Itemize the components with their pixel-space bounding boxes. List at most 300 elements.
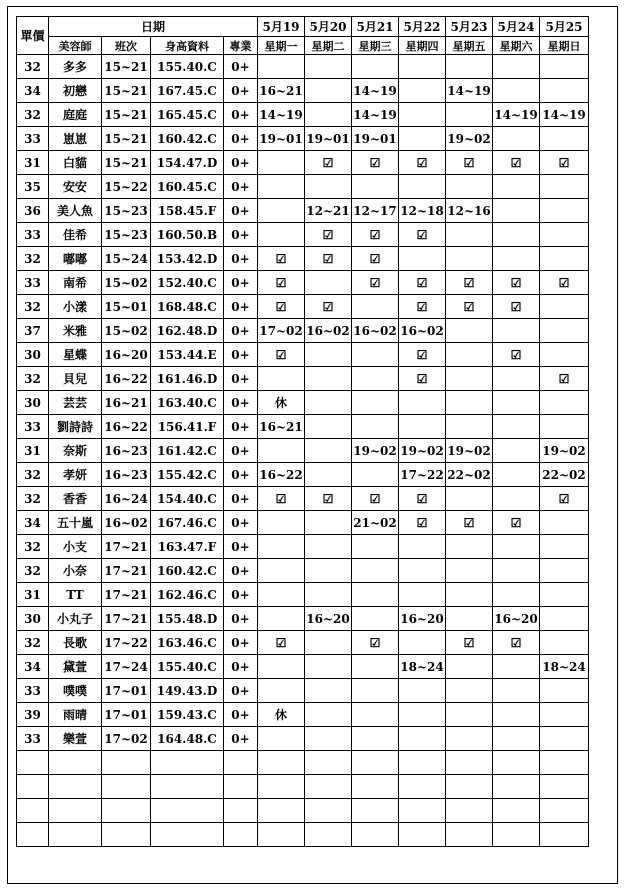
schedule-cell: ☑ — [258, 271, 305, 295]
schedule-cell — [352, 727, 399, 751]
price-cell: 31 — [17, 439, 49, 463]
shift-cell: 15~21 — [102, 79, 151, 103]
schedule-cell: 16~21 — [258, 79, 305, 103]
shift-cell: 15~02 — [102, 319, 151, 343]
schedule-cell — [305, 439, 352, 463]
schedule-cell: ☑ — [399, 343, 446, 367]
height-data-cell: 160.45.C — [151, 175, 224, 199]
schedule-cell — [493, 415, 540, 439]
empty-cell — [17, 823, 49, 847]
schedule-cell: 19~02 — [352, 439, 399, 463]
schedule-cell: ☑ — [540, 271, 589, 295]
height-data-cell: 163.46.C — [151, 631, 224, 655]
schedule-cell — [540, 127, 589, 151]
schedule-cell — [493, 127, 540, 151]
price-cell: 32 — [17, 103, 49, 127]
professional-cell: 0+ — [224, 583, 258, 607]
schedule-cell — [540, 631, 589, 655]
empty-cell — [352, 823, 399, 847]
date-header-cell: 5月23 — [446, 17, 493, 37]
table-row — [17, 271, 589, 295]
schedule-cell — [493, 463, 540, 487]
schedule-cell: ☑ — [399, 487, 446, 511]
schedule-cell — [540, 583, 589, 607]
schedule-cell — [258, 535, 305, 559]
height-data-cell: 153.44.E — [151, 343, 224, 367]
schedule-cell — [258, 511, 305, 535]
price-cell: 32 — [17, 463, 49, 487]
table-row — [17, 583, 589, 607]
schedule-cell: 16~20 — [493, 607, 540, 631]
weekday-header-cell: 星期四 — [399, 37, 446, 55]
stylist-name-cell: 長歌 — [49, 631, 102, 655]
schedule-cell: ☑ — [446, 151, 493, 175]
weekday-header-cell: 星期五 — [446, 37, 493, 55]
shift-cell: 15~24 — [102, 247, 151, 271]
empty-cell — [258, 799, 305, 823]
price-cell: 35 — [17, 175, 49, 199]
schedule-cell: ☑ — [305, 151, 352, 175]
professional-cell: 0+ — [224, 223, 258, 247]
schedule-cell: 17~02 — [258, 319, 305, 343]
date-header-cell: 5月22 — [399, 17, 446, 37]
empty-cell — [305, 799, 352, 823]
height-data-cell: 152.40.C — [151, 271, 224, 295]
stylist-name-cell: 劉詩詩 — [49, 415, 102, 439]
professional-cell: 0+ — [224, 79, 258, 103]
schedule-cell — [305, 511, 352, 535]
table-row — [17, 703, 589, 727]
stylist-name-cell: 南希 — [49, 271, 102, 295]
shift-cell: 17~21 — [102, 559, 151, 583]
empty-cell — [49, 775, 102, 799]
shift-cell: 15~23 — [102, 223, 151, 247]
schedule-cell: 17~22 — [399, 463, 446, 487]
schedule-cell — [258, 559, 305, 583]
schedule-cell — [493, 679, 540, 703]
stylist-name-cell: 安安 — [49, 175, 102, 199]
schedule-cell — [305, 679, 352, 703]
schedule-cell: ☑ — [493, 151, 540, 175]
empty-cell — [102, 751, 151, 775]
schedule-cell — [352, 415, 399, 439]
schedule-cell — [305, 103, 352, 127]
price-cell: 34 — [17, 79, 49, 103]
height-data-cell: 168.48.C — [151, 295, 224, 319]
schedule-cell — [305, 367, 352, 391]
schedule-cell: 16~22 — [258, 463, 305, 487]
table-row — [17, 151, 589, 175]
schedule-cell — [305, 535, 352, 559]
date-header-cell: 5月20 — [305, 17, 352, 37]
schedule-cell: 16~02 — [352, 319, 399, 343]
schedule-cell — [258, 439, 305, 463]
empty-cell — [352, 751, 399, 775]
empty-cell — [540, 775, 589, 799]
schedule-cell — [352, 295, 399, 319]
table-row — [17, 559, 589, 583]
schedule-cell — [493, 439, 540, 463]
schedule-cell: ☑ — [446, 295, 493, 319]
schedule-cell: ☑ — [493, 343, 540, 367]
schedule-cell — [446, 343, 493, 367]
schedule-cell: 19~01 — [352, 127, 399, 151]
professional-cell: 0+ — [224, 175, 258, 199]
schedule-cell — [399, 103, 446, 127]
date-header: 日期 — [49, 17, 258, 37]
shift-cell: 17~21 — [102, 607, 151, 631]
height-data-cell: 149.43.D — [151, 679, 224, 703]
schedule-cell: 21~02 — [352, 511, 399, 535]
schedule-cell: 19~02 — [446, 127, 493, 151]
table-row — [17, 487, 589, 511]
schedule-cell: ☑ — [493, 631, 540, 655]
schedule-cell — [540, 247, 589, 271]
professional-cell: 0+ — [224, 271, 258, 295]
height-data-cell: 160.50.B — [151, 223, 224, 247]
empty-cell — [17, 775, 49, 799]
schedule-cell — [540, 535, 589, 559]
empty-cell — [17, 751, 49, 775]
schedule-cell — [352, 535, 399, 559]
shift-cell: 16~02 — [102, 511, 151, 535]
empty-row — [17, 775, 589, 799]
schedule-cell — [258, 727, 305, 751]
schedule-cell: 14~19 — [540, 103, 589, 127]
schedule-cell — [305, 391, 352, 415]
professional-header: 專業 — [224, 37, 258, 55]
table-row — [17, 391, 589, 415]
stylist-name-cell: 初戀 — [49, 79, 102, 103]
schedule-cell — [446, 247, 493, 271]
schedule-cell — [399, 535, 446, 559]
schedule-cell — [540, 79, 589, 103]
schedule-cell: ☑ — [540, 367, 589, 391]
schedule-cell: ☑ — [399, 295, 446, 319]
schedule-cell: ☑ — [258, 343, 305, 367]
empty-cell — [493, 823, 540, 847]
schedule-cell: 22~02 — [540, 463, 589, 487]
table-row — [17, 103, 589, 127]
schedule-cell: ☑ — [446, 511, 493, 535]
schedule-cell: 22~02 — [446, 463, 493, 487]
schedule-cell: ☑ — [352, 487, 399, 511]
empty-cell — [399, 823, 446, 847]
schedule-cell — [399, 55, 446, 79]
schedule-cell — [493, 583, 540, 607]
schedule-cell: ☑ — [540, 151, 589, 175]
schedule-cell — [305, 655, 352, 679]
empty-cell — [352, 775, 399, 799]
empty-cell — [446, 799, 493, 823]
schedule-cell — [305, 79, 352, 103]
schedule-cell — [446, 583, 493, 607]
table-row — [17, 415, 589, 439]
empty-cell — [493, 799, 540, 823]
schedule-cell: ☑ — [305, 295, 352, 319]
schedule-cell: 16~02 — [399, 319, 446, 343]
schedule-cell: 19~02 — [540, 439, 589, 463]
professional-cell: 0+ — [224, 247, 258, 271]
height-data-cell: 167.46.C — [151, 511, 224, 535]
professional-cell: 0+ — [224, 103, 258, 127]
height-data-cell: 167.45.C — [151, 79, 224, 103]
schedule-cell — [399, 247, 446, 271]
schedule-cell: 14~19 — [352, 103, 399, 127]
schedule-cell — [540, 295, 589, 319]
schedule-cell — [493, 199, 540, 223]
stylist-name-cell: 美人魚 — [49, 199, 102, 223]
price-cell: 30 — [17, 343, 49, 367]
stylist-name-cell: 五十嵐 — [49, 511, 102, 535]
empty-cell — [446, 823, 493, 847]
professional-cell: 0+ — [224, 199, 258, 223]
professional-cell: 0+ — [224, 655, 258, 679]
schedule-cell — [446, 655, 493, 679]
schedule-cell — [446, 55, 493, 79]
price-cell: 33 — [17, 127, 49, 151]
empty-cell — [102, 775, 151, 799]
professional-cell: 0+ — [224, 319, 258, 343]
professional-cell: 0+ — [224, 439, 258, 463]
height-data-cell: 155.40.C — [151, 655, 224, 679]
schedule-cell — [540, 607, 589, 631]
empty-cell — [540, 751, 589, 775]
schedule-cell: ☑ — [352, 247, 399, 271]
schedule-cell — [540, 223, 589, 247]
height-data-cell: 162.46.C — [151, 583, 224, 607]
height-data-cell: 163.40.C — [151, 391, 224, 415]
schedule-cell: ☑ — [352, 151, 399, 175]
schedule-cell: ☑ — [399, 151, 446, 175]
date-header-cell: 5月19 — [258, 17, 305, 37]
shift-cell: 17~21 — [102, 583, 151, 607]
schedule-cell: ☑ — [399, 271, 446, 295]
weekday-header-cell: 星期一 — [258, 37, 305, 55]
schedule-cell — [352, 367, 399, 391]
empty-cell — [49, 799, 102, 823]
schedule-cell: ☑ — [540, 487, 589, 511]
professional-cell: 0+ — [224, 391, 258, 415]
table-row — [17, 631, 589, 655]
schedule-cell — [352, 463, 399, 487]
schedule-cell: ☑ — [399, 367, 446, 391]
schedule-cell — [352, 175, 399, 199]
professional-cell: 0+ — [224, 487, 258, 511]
schedule-cell — [540, 199, 589, 223]
empty-cell — [102, 823, 151, 847]
schedule-cell — [446, 535, 493, 559]
height-data-cell: 163.47.F — [151, 535, 224, 559]
table-row — [17, 199, 589, 223]
empty-row — [17, 751, 589, 775]
schedule-cell: ☑ — [258, 247, 305, 271]
schedule-cell — [540, 319, 589, 343]
professional-cell: 0+ — [224, 463, 258, 487]
price-cell: 32 — [17, 559, 49, 583]
professional-cell: 0+ — [224, 535, 258, 559]
schedule-cell — [258, 175, 305, 199]
empty-cell — [151, 823, 224, 847]
schedule-cell — [305, 703, 352, 727]
empty-cell — [399, 775, 446, 799]
schedule-cell: 14~19 — [258, 103, 305, 127]
schedule-cell: 19~01 — [258, 127, 305, 151]
schedule-cell — [493, 319, 540, 343]
schedule-cell: ☑ — [305, 487, 352, 511]
price-cell: 33 — [17, 415, 49, 439]
shift-cell: 17~01 — [102, 679, 151, 703]
schedule-cell — [399, 679, 446, 703]
schedule-cell: ☑ — [258, 295, 305, 319]
table-row — [17, 223, 589, 247]
height-data-cell: 155.48.D — [151, 607, 224, 631]
schedule-cell — [446, 703, 493, 727]
table-row — [17, 727, 589, 751]
table-row — [17, 607, 589, 631]
professional-cell: 0+ — [224, 415, 258, 439]
schedule-cell: ☑ — [446, 631, 493, 655]
empty-cell — [17, 799, 49, 823]
schedule-cell — [258, 679, 305, 703]
height-data-cell: 155.42.C — [151, 463, 224, 487]
shift-cell: 16~23 — [102, 439, 151, 463]
schedule-cell: 19~02 — [446, 439, 493, 463]
shift-cell: 16~23 — [102, 463, 151, 487]
professional-cell: 0+ — [224, 727, 258, 751]
schedule-cell — [352, 679, 399, 703]
price-cell: 32 — [17, 487, 49, 511]
schedule-cell — [399, 559, 446, 583]
schedule-cell — [540, 415, 589, 439]
schedule-cell — [540, 55, 589, 79]
shift-cell: 17~01 — [102, 703, 151, 727]
stylist-name-cell: 噗噗 — [49, 679, 102, 703]
weekday-header-cell: 星期二 — [305, 37, 352, 55]
empty-cell — [446, 751, 493, 775]
weekday-header-cell: 星期三 — [352, 37, 399, 55]
price-cell: 32 — [17, 55, 49, 79]
professional-cell: 0+ — [224, 127, 258, 151]
table-row — [17, 439, 589, 463]
professional-cell: 0+ — [224, 511, 258, 535]
schedule-cell — [399, 583, 446, 607]
schedule-cell — [399, 727, 446, 751]
table-row — [17, 175, 589, 199]
shift-cell: 15~02 — [102, 271, 151, 295]
schedule-cell: ☑ — [258, 631, 305, 655]
schedule-cell — [493, 223, 540, 247]
table-row — [17, 55, 589, 79]
schedule-cell: 14~19 — [352, 79, 399, 103]
stylist-name-cell: 芸芸 — [49, 391, 102, 415]
schedule-cell — [352, 655, 399, 679]
price-cell: 34 — [17, 511, 49, 535]
schedule-cell — [493, 535, 540, 559]
schedule-cell — [446, 487, 493, 511]
schedule-cell: ☑ — [258, 487, 305, 511]
stylist-name-cell: 小奈 — [49, 559, 102, 583]
stylist-name-cell: 米雅 — [49, 319, 102, 343]
price-cell: 36 — [17, 199, 49, 223]
height-data-cell: 160.42.C — [151, 127, 224, 151]
table-row — [17, 655, 589, 679]
schedule-cell — [446, 367, 493, 391]
empty-cell — [151, 775, 224, 799]
schedule-cell: 14~19 — [446, 79, 493, 103]
schedule-cell — [540, 391, 589, 415]
shift-cell: 15~21 — [102, 55, 151, 79]
height-data-cell: 159.43.C — [151, 703, 224, 727]
table-row — [17, 127, 589, 151]
schedule-cell — [305, 55, 352, 79]
table-row — [17, 79, 589, 103]
height-data-cell: 154.40.C — [151, 487, 224, 511]
schedule-cell: 12~17 — [352, 199, 399, 223]
table-row — [17, 463, 589, 487]
height-data-cell: 161.46.D — [151, 367, 224, 391]
schedule-cell — [493, 391, 540, 415]
empty-cell — [224, 823, 258, 847]
stylist-name-cell: 黛萱 — [49, 655, 102, 679]
schedule-cell — [493, 55, 540, 79]
schedule-cell: 16~20 — [305, 607, 352, 631]
stylist-name-cell: 貝兒 — [49, 367, 102, 391]
schedule-cell: ☑ — [399, 223, 446, 247]
table-row — [17, 679, 589, 703]
schedule-cell — [493, 247, 540, 271]
shift-cell: 16~24 — [102, 487, 151, 511]
schedule-cell — [258, 583, 305, 607]
schedule-cell — [446, 679, 493, 703]
price-cell: 32 — [17, 247, 49, 271]
schedule-cell — [305, 463, 352, 487]
shift-cell: 15~01 — [102, 295, 151, 319]
stylist-name-cell: 奈斯 — [49, 439, 102, 463]
empty-cell — [258, 751, 305, 775]
price-cell: 32 — [17, 535, 49, 559]
table-row — [17, 319, 589, 343]
schedule-cell: ☑ — [352, 223, 399, 247]
schedule-cell: 18~24 — [540, 655, 589, 679]
stylist-name-cell: 嘟嘟 — [49, 247, 102, 271]
table-row — [17, 535, 589, 559]
schedule-cell: 休 — [258, 391, 305, 415]
height-data-cell: 158.45.F — [151, 199, 224, 223]
schedule-cell: ☑ — [399, 511, 446, 535]
schedule-cell: 12~21 — [305, 199, 352, 223]
schedule-cell — [258, 199, 305, 223]
schedule-cell — [258, 607, 305, 631]
schedule-cell: ☑ — [305, 247, 352, 271]
schedule-cell — [540, 511, 589, 535]
price-cell: 39 — [17, 703, 49, 727]
table-row — [17, 247, 589, 271]
shift-cell: 16~22 — [102, 367, 151, 391]
empty-row — [17, 799, 589, 823]
empty-cell — [493, 775, 540, 799]
schedule-cell — [446, 175, 493, 199]
schedule-cell — [305, 631, 352, 655]
empty-cell — [224, 799, 258, 823]
table-row — [17, 511, 589, 535]
height-data-cell: 162.48.D — [151, 319, 224, 343]
schedule-cell — [305, 559, 352, 583]
empty-cell — [258, 775, 305, 799]
height-data-cell: 154.47.D — [151, 151, 224, 175]
empty-cell — [305, 823, 352, 847]
schedule-cell — [493, 79, 540, 103]
